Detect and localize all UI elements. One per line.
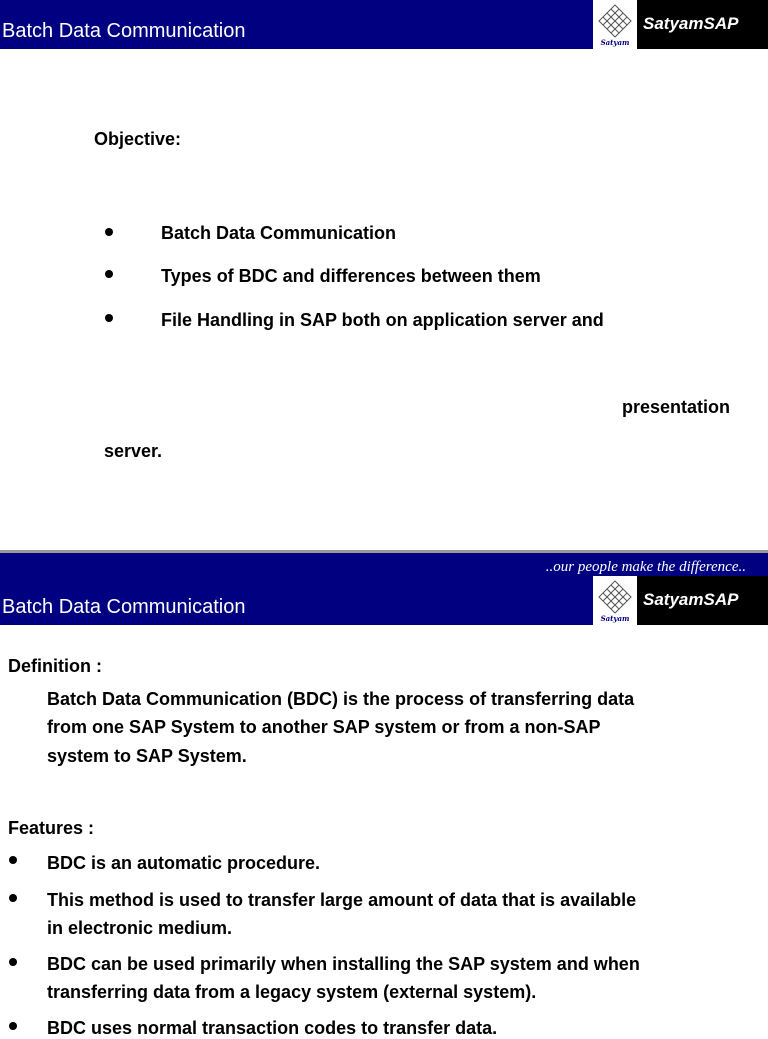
slide-2	[0, 576, 768, 1038]
objective-item-wrap-end: server.	[104, 441, 163, 461]
bullet-icon	[105, 228, 113, 236]
slide-footer	[0, 550, 768, 576]
bullet-icon	[9, 1022, 17, 1030]
bullet-icon	[9, 856, 17, 864]
footer-tagline: ..our people make the difference..	[545, 559, 746, 575]
bullet-icon	[105, 270, 113, 278]
footer-bar	[0, 553, 768, 576]
objective-label: Objective:	[94, 129, 182, 149]
objective-item: File Handling in SAP both on application server and	[161, 310, 604, 330]
satyam-logo	[593, 0, 768, 49]
feature-line: transferring data from a legacy system (external system).	[47, 982, 537, 1002]
feature-line: This method is used to transfer large amount of data that is available	[47, 890, 637, 910]
slide-header	[0, 576, 768, 625]
bullet-icon	[9, 894, 17, 902]
logo-wordmark: SatyamSAP	[643, 590, 739, 609]
logo-caption: Satyam	[600, 38, 630, 47]
logo-caption: Satyam	[600, 614, 630, 623]
definition-label: Definition :	[8, 656, 102, 676]
feature-line: BDC is an automatic procedure.	[47, 853, 321, 873]
slide-header	[0, 0, 768, 49]
objective-item-wrap: presentation	[622, 397, 731, 417]
feature-line: in electronic medium.	[47, 918, 233, 938]
slide-title: Batch Data Communication	[2, 20, 246, 42]
feature-line: BDC uses normal transaction codes to transfer data.	[47, 1018, 498, 1038]
objective-item: Types of BDC and differences between them	[161, 266, 541, 286]
logo-wordmark: SatyamSAP	[643, 14, 739, 33]
satyam-emblem-icon	[593, 0, 637, 49]
bullet-icon	[9, 958, 17, 966]
feature-line: BDC can be used primarily when installing the SAP system and when	[47, 954, 640, 974]
definition-line: Batch Data Communication (BDC) is the process of transferring data	[47, 689, 635, 709]
features-label: Features :	[8, 818, 95, 838]
bullet-icon	[105, 314, 113, 322]
objective-item: Batch Data Communication	[161, 223, 397, 243]
slide-title: Batch Data Communication	[2, 596, 246, 618]
satyam-logo	[593, 576, 768, 625]
satyam-emblem-icon	[593, 576, 637, 625]
definition-line: system to SAP System.	[47, 746, 247, 766]
definition-line: from one SAP System to another SAP system or from a non-SAP	[47, 717, 601, 737]
